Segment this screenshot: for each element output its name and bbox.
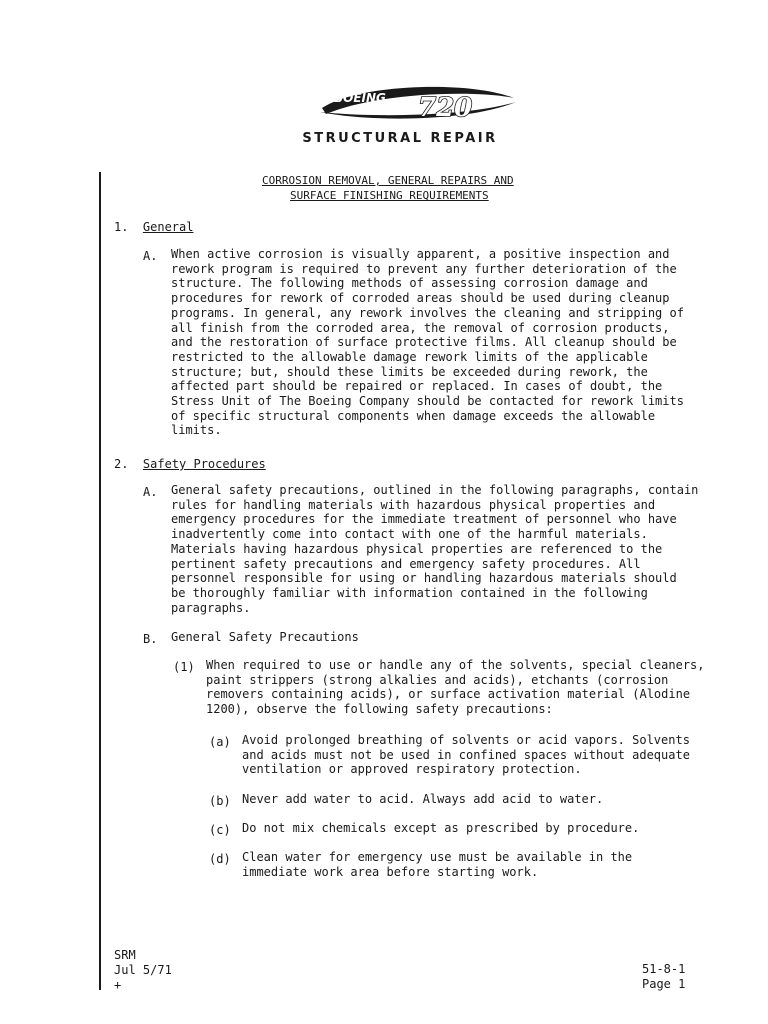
paragraph-1a: When active corrosion is visually apparent, a positive inspection and rework program is required to prevent any further deterioration of the structure. The following methods of assessing corrosion damage and procedures for rework of corroded areas should be used during cleanup programs. In general, any rework involves the cleaning and stripping of all finish from the corroded area, the removal of corrosion products, and the restoration of surface protective films. All cleanup should be restricted to the allowable damage rework limits of the applicable structure; but, should these limits be exceeded during rework, the affected part should be repaired or replaced. In cases of doubt, the Stress Unit of The Boeing Company should be contacted for rework limits of specific structural components when damage exceeds the allowable limits. [171,247,684,438]
item-label: (c) [209,823,231,837]
item-label: A. [143,249,158,263]
document-title-line-2: SURFACE FINISHING REQUIREMENTS [290,189,489,202]
item-label: (b) [209,794,231,808]
paragraph-2b1c: Do not mix chemicals except as prescribed by procedure. [242,821,640,835]
section-number: 2. [114,457,129,471]
paragraph-2a: General safety precautions, outlined in the following paragraphs, contain rules for handling materials with hazardous physical properties and emergency procedures for the immediate treatment of personnel who have inadvertently come into contact with one of the harmful materials. Materials having hazardous physical properties are referenced to the pertinent safety precautions and emergency safety procedures. All personnel responsible for using or handling hazardous materials should be thoroughly familiar with information contained in the following paragraphs. [171,483,699,615]
logo-brand-text: BOEING [334,91,386,105]
item-label: A. [143,485,158,499]
section-title: General [142,220,194,234]
paragraph-2b1b: Never add water to acid. Always add acid to water. [242,792,604,806]
paragraph-2b1d: Clean water for emergency use must be available in the immediate work area before starting work. [242,850,633,879]
boeing-720-logo [318,78,518,130]
structural-repair-subtitle: STRUCTURAL REPAIR [302,131,498,146]
item-label: (d) [209,852,231,866]
footer-page-number: 51-8-1 Page 1 [642,962,686,991]
logo-model-text: 720 [418,93,473,123]
section-title: Safety Procedures [142,457,266,471]
section-1-heading [114,220,193,234]
section-number: 1. [114,220,129,234]
revision-change-bar [99,172,101,990]
paragraph-2b1a: Avoid prolonged breathing of solvents or acid vapors. Solvents and acids must not be used in confined spaces without adequate ventilation or approved respiratory protection. [242,733,690,777]
item-label: (1) [173,660,195,674]
paragraph-2b-heading: General Safety Precautions [171,630,359,644]
footer-revision-info: SRM Jul 5/71 + [114,948,172,992]
item-label: (a) [209,735,231,749]
section-2-heading [114,457,266,471]
paragraph-2b1: When required to use or handle any of the solvents, special cleaners, paint strippers (strong alkalies and acids), etchants (corrosion removers containing acids), or surface activation material (Alodine 1200), observe the following safety precautions: [206,658,705,717]
document-title-line-1: CORROSION REMOVAL, GENERAL REPAIRS AND [262,174,514,187]
item-label: B. [143,632,158,646]
